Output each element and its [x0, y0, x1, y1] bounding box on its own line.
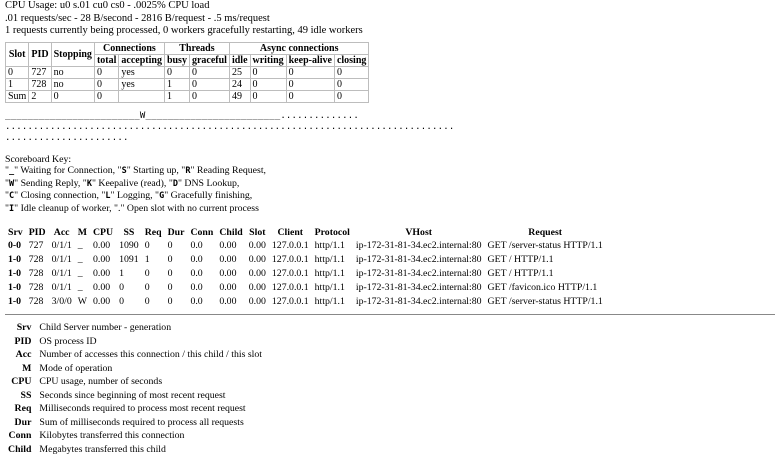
cell-client: 127.0.0.1: [271, 254, 309, 266]
legend-body: [5, 321, 265, 456]
cell-conn: 0.0: [190, 268, 203, 280]
header-keepalive: keep-alive: [286, 54, 334, 66]
header-connections: Connections: [94, 42, 164, 54]
cell-acc: 0/1/1: [51, 268, 72, 280]
key-code: G: [159, 191, 165, 202]
scoreboard-line-2: ................................................................................: [5, 121, 455, 132]
scoreboard-segment: W: [139, 110, 146, 121]
divider: [5, 314, 775, 315]
header-child: Child: [219, 227, 243, 239]
header-slot: Slot: [6, 42, 29, 66]
legend-key: Req: [14, 403, 32, 415]
scoreboard-key-line: [5, 178, 777, 191]
key-code: S: [121, 166, 127, 177]
slot-table: [5, 42, 369, 103]
server-status-page: [5, 0, 777, 456]
cell-keepalive: 0: [286, 90, 334, 102]
cell-req: 0: [144, 282, 150, 294]
cell-acc: 0/1/1: [51, 254, 72, 266]
legend-key: Acc: [15, 349, 32, 361]
header-request: Request: [528, 227, 563, 239]
cell-slot: 0: [6, 66, 29, 78]
legend-description: CPU usage, number of seconds: [39, 376, 163, 388]
cell-vhost: ip-172-31-81-34.ec2.internal:80: [355, 296, 482, 308]
cell-acc: 0/1/1: [51, 240, 72, 252]
cell-writing: 0: [250, 66, 286, 78]
key-text: " Sending Reply, ": [14, 177, 87, 189]
cell-ss: 0: [119, 296, 125, 308]
legend-description: Mode of operation: [39, 362, 113, 374]
scoreboard: [5, 111, 777, 144]
cell-slot: 0.00: [248, 240, 266, 252]
legend-description: OS process ID: [39, 335, 97, 347]
key-text: " Logging, ": [110, 190, 160, 202]
cell-srv: 1-0: [8, 282, 22, 294]
header-slot: Slot: [249, 227, 266, 239]
cell-keepalive: 0: [286, 78, 334, 90]
cpu-usage: CPU Usage: u0 s.01 cu0 cs0 - .0025% CPU load: [5, 0, 210, 11]
cell-pid: 728: [28, 296, 44, 308]
key-text: ": [5, 190, 9, 202]
key-text: " Closing connection, ": [14, 190, 106, 202]
cell-conn: 0.0: [190, 240, 203, 252]
legend-row: [5, 429, 265, 443]
header-ss: SS: [123, 227, 135, 239]
legend-description: Sum of milliseconds required to process all requests: [39, 416, 244, 428]
cell-graceful: 0: [189, 90, 229, 102]
cell-protocol: http/1.1: [314, 240, 345, 252]
cell-request: GET / HTTP/1.1: [487, 268, 554, 280]
legend-key: CPU: [11, 376, 32, 388]
header-async: Async connections: [229, 42, 368, 54]
scoreboard-key-line: [5, 165, 777, 178]
cell-acc: 3/0/0: [51, 296, 72, 308]
legend-row: [5, 416, 265, 430]
cell-graceful: 0: [189, 78, 229, 90]
key-code: R: [185, 166, 191, 177]
header-pid: PID: [29, 42, 51, 66]
cell-accepting: yes: [119, 78, 165, 90]
key-text: " Idle cleanup of worker, "." Open slot with no current process: [14, 202, 259, 214]
legend-row: [5, 389, 265, 403]
cell-m: _: [77, 282, 83, 294]
legend-key: Child: [8, 443, 32, 455]
cell-closing: 0: [334, 90, 368, 102]
cell-ss: 1091: [119, 254, 139, 266]
legend-key: M: [22, 362, 32, 374]
scoreboard-key: [5, 154, 777, 216]
scoreboard-line-3: ......................: [5, 132, 129, 143]
table-row: [6, 78, 369, 90]
header-total: total: [94, 54, 118, 66]
cell-slot: Sum: [6, 90, 29, 102]
cell-pid: 2: [29, 90, 51, 102]
cell-child: 0.00: [219, 254, 237, 266]
key-text: ": [5, 165, 9, 177]
scoreboard-segment: ..............: [280, 110, 359, 121]
cell-client: 127.0.0.1: [271, 268, 309, 280]
legend-description: Number of accesses this connection / this child / this slot: [39, 349, 262, 361]
cell-cpu: 0.00: [92, 240, 111, 252]
cell-cpu: 0.00: [92, 282, 111, 294]
cell-srv: 1-0: [8, 268, 22, 280]
scoreboard-segment: ________________________: [145, 110, 281, 121]
legend-key: Conn: [8, 430, 32, 442]
cell-busy: 1: [164, 78, 189, 90]
cell-pid: 727: [28, 240, 44, 252]
key-text: " Starting up, ": [126, 165, 186, 177]
cell-total: 0: [94, 90, 118, 102]
cell-request: GET /server-status HTTP/1.1: [487, 296, 603, 308]
legend-row: [5, 375, 265, 389]
header-srv: Srv: [8, 227, 23, 239]
cell-child: 0.00: [219, 240, 237, 252]
cell-pid: 728: [28, 254, 44, 266]
key-text: ": [5, 177, 9, 189]
header-acc: Acc: [53, 227, 70, 239]
legend-row: [5, 335, 265, 349]
cell-client: 127.0.0.1: [271, 296, 309, 308]
legend-key: SS: [20, 389, 32, 401]
cell-idle: 49: [229, 90, 250, 102]
cell-writing: 0: [250, 78, 286, 90]
cell-closing: 0: [334, 66, 368, 78]
header-closing: closing: [334, 54, 368, 66]
key-text: " Waiting for Connection, ": [14, 165, 122, 177]
cell-slot: 0.00: [248, 254, 266, 266]
cell-pid: 727: [29, 66, 51, 78]
header-graceful: graceful: [189, 54, 229, 66]
cell-dur: 0: [167, 254, 173, 266]
legend-row: [5, 362, 265, 376]
key-code: W: [9, 178, 15, 189]
cell-conn: 0.0: [190, 282, 203, 294]
header-dur: Dur: [167, 227, 185, 239]
key-code: _: [9, 166, 15, 177]
cell-ss: 1090: [119, 240, 139, 252]
key-text: ": [5, 202, 9, 214]
key-code: D: [172, 178, 178, 189]
scoreboard-key-line: [5, 190, 777, 203]
table-row: [5, 267, 606, 281]
cell-vhost: ip-172-31-81-34.ec2.internal:80: [355, 254, 482, 266]
cell-srv: 0-0: [8, 240, 22, 252]
cell-keepalive: 0: [286, 66, 334, 78]
table-row: [5, 239, 606, 253]
header-threads: Threads: [164, 42, 229, 54]
cell-req: 0: [144, 240, 150, 252]
cell-dur: 0: [167, 240, 173, 252]
cell-busy: 0: [164, 66, 189, 78]
header-cpu: CPU: [92, 227, 114, 239]
header-pid: PID: [28, 227, 46, 239]
key-text: " Gracefully finishing,: [164, 190, 253, 202]
cell-idle: 25: [229, 66, 250, 78]
legend-key: PID: [14, 335, 32, 347]
scoreboard-segment: ________________________: [5, 110, 140, 121]
cell-total: 0: [94, 78, 118, 90]
cell-pid: 728: [28, 282, 44, 294]
legend-description: Milliseconds required to process most recent request: [39, 403, 246, 415]
cell-slot: 0.00: [248, 282, 266, 294]
cell-protocol: http/1.1: [314, 254, 345, 266]
table-row: [5, 253, 606, 267]
key-text: " DNS Lookup,: [177, 177, 240, 189]
request-table-header: [5, 227, 606, 239]
cell-ss: 1: [119, 268, 125, 280]
cell-slot: 0.00: [248, 268, 266, 280]
key-code: I: [9, 203, 15, 214]
legend-description: Kilobytes transferred this connection: [39, 430, 185, 442]
legend-description: Megabytes transferred this child: [39, 443, 166, 455]
key-text: " Reading Request,: [190, 165, 266, 177]
cell-conn: 0.0: [190, 296, 203, 308]
cell-ss: 0: [119, 282, 125, 294]
table-row: [5, 281, 606, 295]
cell-req: 0: [144, 296, 150, 308]
cell-total: 0: [94, 66, 118, 78]
legend-description: Child Server number - generation: [39, 322, 172, 334]
cell-protocol: http/1.1: [314, 268, 345, 280]
cell-conn: 0.0: [190, 254, 203, 266]
legend-key: Srv: [16, 322, 32, 334]
request-table: [5, 227, 606, 309]
cell-vhost: ip-172-31-81-34.ec2.internal:80: [355, 282, 482, 294]
legend-row: [5, 348, 265, 362]
scoreboard-key-title: Scoreboard Key:: [5, 153, 72, 165]
cell-acc: 0/1/1: [51, 282, 72, 294]
cell-srv: 1-0: [8, 254, 22, 266]
cell-cpu: 0.00: [92, 296, 111, 308]
cell-closing: 0: [334, 78, 368, 90]
header-writing: writing: [250, 54, 286, 66]
cell-dur: 0: [167, 296, 173, 308]
cell-stopping: no: [51, 78, 94, 90]
table-row: [5, 295, 606, 309]
header-req: Req: [144, 227, 162, 239]
cell-cpu: 0.00: [92, 254, 111, 266]
legend-row: [5, 321, 265, 335]
scoreboard-key-line: [5, 203, 777, 216]
cell-slot: 1: [6, 78, 29, 90]
cell-accepting: yes: [119, 66, 165, 78]
legend-key: Dur: [14, 416, 32, 428]
column-legend: [5, 321, 265, 456]
header-protocol: Protocol: [314, 227, 350, 239]
key-text: " Keepalive (read), ": [91, 177, 173, 189]
cell-vhost: ip-172-31-81-34.ec2.internal:80: [355, 268, 482, 280]
cell-request: GET /server-status HTTP/1.1: [487, 240, 603, 252]
header-busy: busy: [164, 54, 189, 66]
header-idle: idle: [229, 54, 250, 66]
cell-child: 0.00: [219, 282, 237, 294]
header-conn: Conn: [190, 227, 214, 239]
header-stopping: Stopping: [51, 42, 94, 66]
header-m: M: [77, 227, 87, 239]
cell-stopping: 0: [51, 90, 94, 102]
cell-child: 0.00: [219, 268, 237, 280]
cell-graceful: 0: [189, 66, 229, 78]
key-code: K: [86, 178, 92, 189]
request-rates: .01 requests/sec - 28 B/second - 2816 B/request - .5 ms/request: [5, 12, 270, 24]
cell-pid: 728: [29, 78, 51, 90]
cell-request: GET / HTTP/1.1: [487, 254, 554, 266]
legend-row: [5, 402, 265, 416]
cell-protocol: http/1.1: [314, 296, 345, 308]
cell-dur: 0: [167, 282, 173, 294]
key-code: C: [9, 191, 15, 202]
legend-row: [5, 443, 265, 456]
legend-description: Seconds since beginning of most recent request: [39, 389, 226, 401]
header-accepting: accepting: [119, 54, 165, 66]
cell-protocol: http/1.1: [314, 282, 345, 294]
cell-m: _: [77, 240, 83, 252]
cell-m: W: [77, 296, 87, 308]
cell-req: 1: [144, 254, 150, 266]
cell-writing: 0: [250, 90, 286, 102]
cell-accepting: [119, 90, 165, 102]
cell-vhost: ip-172-31-81-34.ec2.internal:80: [355, 240, 482, 252]
cell-req: 0: [144, 268, 150, 280]
key-code: L: [105, 191, 111, 202]
request-table-body: [5, 239, 606, 309]
header-vhost: VHost: [405, 227, 433, 239]
cell-dur: 0: [167, 268, 173, 280]
worker-status: 1 requests currently being processed, 0 workers gracefully restarting, 49 idle workers: [5, 25, 363, 37]
cell-client: 127.0.0.1: [271, 240, 309, 252]
cell-cpu: 0.00: [92, 268, 111, 280]
cell-client: 127.0.0.1: [271, 282, 309, 294]
table-row-sum: [6, 90, 369, 102]
cell-request: GET /favicon.ico HTTP/1.1: [487, 282, 598, 294]
cell-idle: 24: [229, 78, 250, 90]
cell-busy: 1: [164, 90, 189, 102]
scoreboard-line-1: [5, 111, 359, 121]
header-client: Client: [277, 227, 304, 239]
cell-child: 0.00: [219, 296, 237, 308]
cell-stopping: no: [51, 66, 94, 78]
cell-pid: 728: [28, 268, 44, 280]
cell-srv: 1-0: [8, 296, 22, 308]
table-row: [6, 66, 369, 78]
cell-m: _: [77, 254, 83, 266]
cell-m: _: [77, 268, 83, 280]
cell-slot: 0.00: [248, 296, 266, 308]
